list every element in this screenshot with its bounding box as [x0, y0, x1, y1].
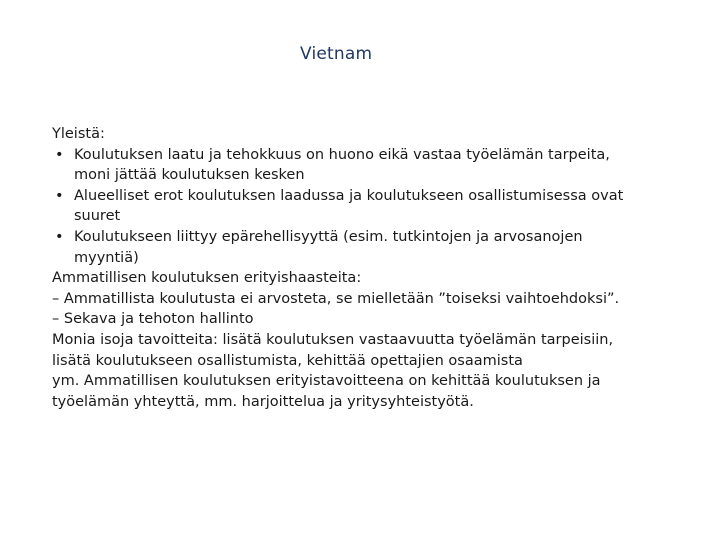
section-heading: Yleistä: — [52, 126, 105, 142]
bullet-icon: • — [55, 228, 64, 245]
bullet-icon: • — [55, 146, 64, 163]
bullet-icon: • — [55, 187, 64, 204]
bullet-text-line: suuret — [74, 208, 121, 225]
text-line: työelämän yhteyttä, mm. harjoittelua ja yritysyhteistyötä. — [52, 393, 474, 410]
text-line: Ammatillisen koulutuksen erityishaasteita: — [52, 270, 362, 287]
bullet-text-line: Alueelliset erot koulutuksen laadussa ja koulutukseen osallistumisessa ovat — [74, 187, 624, 204]
bullet-text-line: Koulutuksen laatu ja tehokkuus on huono eikä vastaa työelämän tarpeita, — [74, 146, 610, 163]
slide-body — [52, 124, 692, 412]
bullet-text-line: Koulutukseen liittyy epärehellisyyttä (esim. tutkintojen ja arvosanojen — [74, 228, 583, 245]
text-line: lisätä koulutukseen osallistumista, kehittää opettajien osaamista — [52, 352, 523, 369]
text-line: – Ammatillista koulutusta ei arvosteta, se mielletään ”toiseksi vaihtoehdoksi”. — [52, 290, 620, 307]
bullet-item — [52, 227, 692, 268]
bullet-text-line: moni jättää koulutuksen kesken — [74, 167, 305, 184]
bullet-item — [52, 145, 692, 186]
text-line: – Sekava ja tehoton hallinto — [52, 311, 254, 328]
text-line: Monia isoja tavoitteita: lisätä koulutuksen vastaavuutta työelämän tarpeisiin, — [52, 331, 614, 348]
bullet-text-line: myyntiä) — [74, 249, 139, 266]
text-line: ym. Ammatillisen koulutuksen erityistavoitteena on kehittää koulutuksen ja — [52, 373, 601, 390]
slide-title: Vietnam — [300, 44, 373, 64]
bullet-item — [52, 186, 692, 227]
